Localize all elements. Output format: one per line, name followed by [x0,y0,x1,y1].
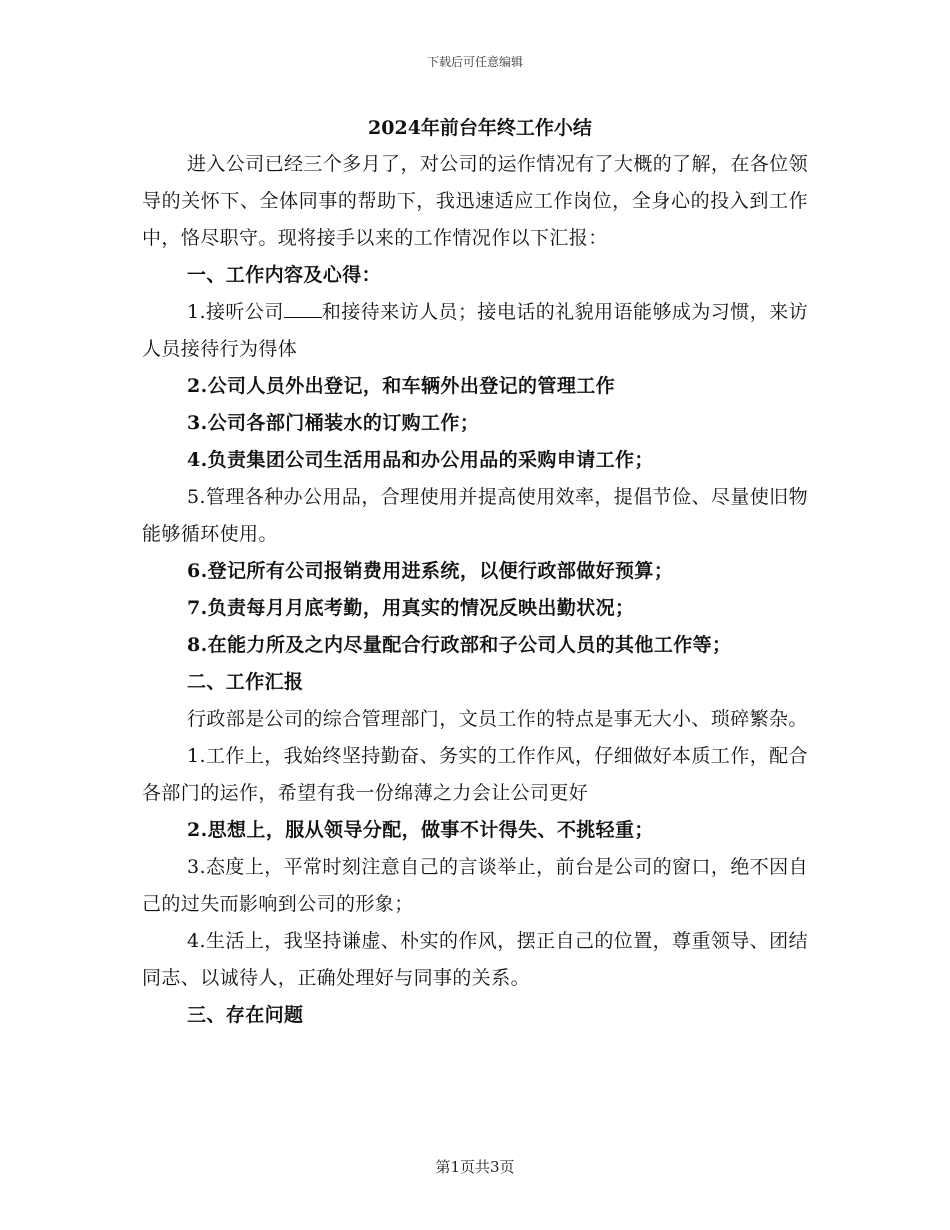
section1-item-8: 8.在能力所及之内尽量配合行政部和子公司人员的其他工作等； [187,634,732,656]
section3-heading: 三、存在问题 [187,1004,304,1026]
document-title: 2024年前台年终工作小结 [368,117,592,139]
section1-item-1 [142,294,808,368]
fill-blank [284,299,322,318]
document-body [142,110,808,1034]
intro-paragraph: 进入公司已经三个多月了，对公司的运作情况有了大概的了解，在各位领导的关怀下、全体同事的帮助下，我迅速适应工作岗位，全身心的投入到工作中，恪尽职守。现将接手以来的工作情况作以下汇报： [142,153,808,249]
section2-intro: 行政部是公司的综合管理部门，文员工作的特点是事无大小、琐碎繁杂。 [187,708,808,730]
section2-item-1: 1.工作上，我始终坚持勤奋、务实的工作作风，仔细做好本质工作，配合各部门的运作，希望有我一份绵薄之力会让公司更好 [142,745,808,804]
item1-text-before: 1.接听公司 [187,301,284,323]
section2-item-3: 3.态度上，平常时刻注意自己的言谈举止，前台是公司的窗口，绝不因自己的过失而影响到公司的形象； [142,856,808,915]
section1-item-6: 6.登记所有公司报销费用进系统，以便行政部做好预算； [187,560,674,582]
section1-item-7: 7.负责每月月底考勤，用真实的情况反映出勤状况； [187,597,635,619]
section2-item-2: 2.思想上，服从领导分配，做事不计得失、不挑轻重； [187,819,654,841]
page-footer: 第1页共3页 [435,1158,515,1176]
section2-heading: 二、工作汇报 [187,671,304,693]
item1-text-after: 和接待来访人员；接电话的礼貌用语能够成为习惯，来访人员接待行为得体 [142,301,808,360]
section1-item-3: 3.公司各部门桶装水的订购工作； [187,412,480,434]
section1-item-5: 5.管理各种办公用品，合理使用并提高使用效率，提倡节俭、尽量使旧物能够循环使用。 [142,486,808,545]
section1-heading: 一、工作内容及心得： [187,264,382,286]
page-header: 下载后可任意编辑 [426,55,523,69]
section1-item-4: 4.负责集团公司生活用品和办公用品的采购申请工作； [187,449,654,471]
section1-item-2: 2.公司人员外出登记，和车辆外出登记的管理工作 [187,375,616,397]
section2-item-4: 4.生活上，我坚持谦虚、朴实的作风，摆正自己的位置，尊重领导、团结同志、以诚待人，正确处理好与同事的关系。 [142,930,808,989]
